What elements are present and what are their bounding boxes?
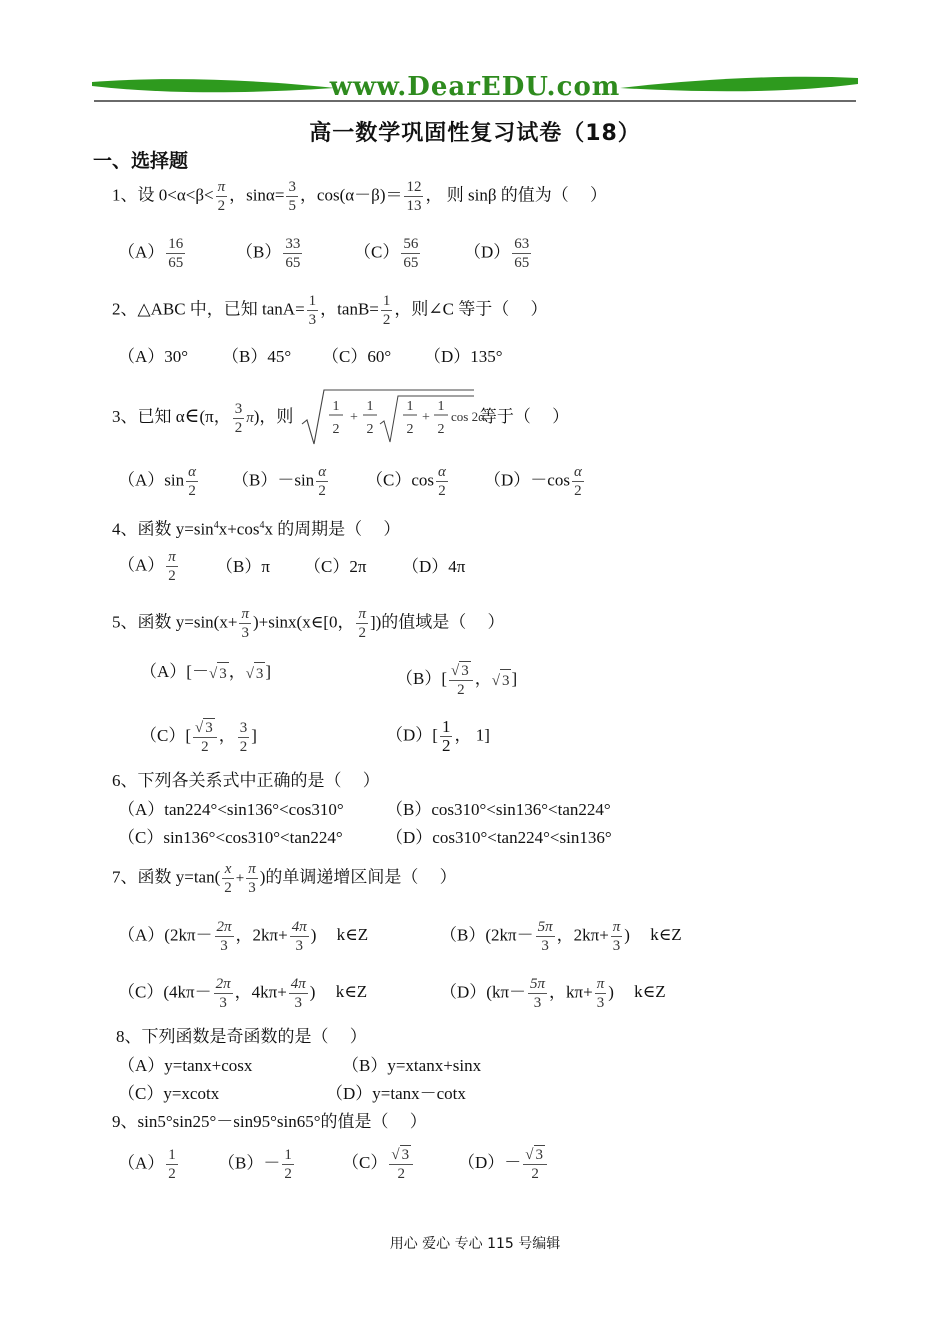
q5-option-d: （D）[ $\frac{1}{2}$ ， 1]: [386, 717, 490, 755]
nested-radical: [298, 388, 485, 448]
fraction: $\frac{1}{3}$: [308, 293, 317, 328]
q2-options: [118, 345, 503, 368]
q8-option-d: （D）y=tanx－cotx: [326, 1084, 466, 1103]
page-footer: 用心 爱心 专心 115 号编辑: [389, 1236, 561, 1252]
fraction: $\frac{x}{2}$: [224, 861, 232, 896]
fraction: $\frac{\pi}{2}$: [358, 606, 366, 641]
q5-option-c: （C）[ $\frac{√ 3}{2}$ ， $\frac{3}{2}$ ]: [140, 719, 257, 756]
option-b: （B）45°: [222, 347, 292, 367]
question-9: 9、sin5°sin25°－sin95°sin65°的值是（ ）: [112, 1112, 427, 1131]
option-a: （A）sin $\frac{\alpha}{2}$: [118, 464, 196, 499]
q5-option-b: （B）[ $\frac{√ 3}{2}$ ，√ 3 ]: [396, 661, 517, 699]
q6-option-b: （B）cos310°<sin136°<tan224°: [386, 800, 611, 819]
option-d: （D）4π: [402, 556, 466, 576]
q1-text-c: ，cos(α－β)＝: [299, 185, 403, 205]
fraction: $\frac{1}{2}$: [382, 293, 391, 328]
question-3: 3、已知 α∈(π， $\frac{3}{2}$ π)，则 1 2 + 1 2 1 2 + 1 2 cos 2α 等于（ ）: [112, 388, 569, 448]
svg-text:+: +: [421, 410, 430, 425]
svg-text:1: 1: [332, 399, 340, 414]
svg-text:1: 1: [406, 399, 414, 414]
svg-text:1: 1: [366, 399, 374, 414]
svg-text:cos 2α: cos 2α: [450, 409, 485, 424]
fraction: $\frac{3}{2}$: [234, 400, 243, 436]
question-4: 4、函数 $y=\sin^4x+\cos^4x$ 的周期是（ ）: [112, 519, 401, 539]
option-d: （D）135°: [424, 347, 503, 367]
option-b: （B） $\frac{33}{65}$: [236, 236, 301, 271]
option-c: （C）60°: [322, 347, 392, 367]
q1-options: [118, 235, 533, 272]
option-a: （A） $\frac{\pi}{2}$: [118, 549, 176, 584]
option-d: （D） $\frac{63}{65}$: [464, 236, 530, 271]
option-b: （B）－sin $\frac{\alpha}{2}$: [232, 464, 327, 499]
q7-option-c: （C）(4kπ－ $\frac{2\pi}{3}$ ，4kπ+ $\frac{4\pi}{3}$ ) k∈Z: [118, 976, 368, 1011]
fraction: $\frac{\pi}{3}$: [241, 606, 249, 641]
option-a: （A） $\frac{1}{2}$: [118, 1146, 176, 1182]
fraction: $\frac{\pi}{3}$: [248, 861, 256, 896]
svg-text:2: 2: [406, 422, 414, 437]
option-d: （D）－ $\frac{√ 3}{2}$: [458, 1145, 549, 1183]
svg-text:1: 1: [437, 399, 445, 414]
svg-text:2: 2: [437, 422, 445, 437]
q7-option-b: （B）(2kπ－ $\frac{5\pi}{3}$ ，2kπ+ $\frac{\pi}{3}$ ) k∈Z: [440, 919, 682, 954]
question-5: 5、函数 y=sin(x+ $\frac{\pi}{3}$ )+sinx(x∈[0， $\frac{\pi}{2}$ ])的值域是（ ）: [112, 606, 505, 641]
question-8: 8、下列函数是奇函数的是（ ）: [116, 1027, 367, 1046]
q1-text-a: 1、设 0<α<β<: [112, 185, 214, 205]
q5-option-a: （A）[－√ 3 ，√ 3 ]: [140, 661, 271, 685]
site-logo: www.DearEDU.com: [329, 72, 621, 102]
q6-option-a: （A）tan224°<sin136°<cos310°: [118, 800, 344, 819]
option-c: （C）2π: [304, 556, 367, 576]
option-a: （A）30°: [118, 347, 189, 367]
q8-option-a: （A）y=tanx+cosx: [118, 1056, 253, 1075]
q1-text-b: ，sinα=: [229, 185, 285, 205]
q7-option-d: （D）(kπ－ $\frac{5\pi}{3}$ ，kπ+ $\frac{\pi}{3}$ ) k∈Z: [440, 976, 666, 1011]
option-b: （B）π: [216, 556, 270, 576]
option-c: （C） $\frac{√ 3}{2}$: [342, 1145, 458, 1183]
option-b: （B）－ $\frac{1}{2}$: [218, 1146, 292, 1182]
q4-options: [118, 548, 465, 585]
svg-text:2: 2: [366, 422, 374, 437]
q7-option-a: （A）(2kπ－ $\frac{2\pi}{3}$ ，2kπ+ $\frac{4\pi}{3}$ ) k∈Z: [118, 919, 369, 954]
section-heading: 一、选择题: [93, 150, 189, 172]
q6-option-d: （D）cos310°<tan224°<sin136°: [386, 828, 612, 847]
question-1: [112, 178, 607, 215]
fraction: $\frac{12}{13}$: [406, 179, 422, 214]
svg-text:2: 2: [332, 422, 340, 437]
q1-text-d: ， 则 sinβ 的值为（ ）: [425, 185, 607, 205]
page-title: 高一数学巩固性复习试卷（18）: [309, 121, 641, 146]
q9-options: [118, 1145, 549, 1183]
q6-option-c: （C）sin136°<cos310°<tan224°: [118, 828, 343, 847]
q8-option-c: （C）y=xcotx: [118, 1084, 220, 1103]
svg-text:+: +: [349, 410, 358, 425]
option-c: （C）cos $\frac{\alpha}{2}$: [366, 464, 446, 499]
option-c: （C） $\frac{56}{65}$: [354, 236, 419, 271]
question-2: 2、△ABC 中，已知 tanA= $\frac{1}{3}$ ，tanB= $\frac{1}{2}$ ，则∠C 等于（ ）: [112, 293, 548, 328]
option-d: （D）－cos $\frac{\alpha}{2}$: [484, 464, 582, 499]
option-a: （A） $\frac{16}{65}$: [118, 236, 184, 271]
question-6: 6、下列各关系式中正确的是（ ）: [112, 771, 380, 790]
q8-option-b: （B）y=xtanx+sinx: [342, 1056, 482, 1075]
question-7: 7、函数 y=tan( $\frac{x}{2}$ + $\frac{\pi}{3}$ )的单调递增区间是（ ）: [112, 861, 457, 896]
fraction: $\frac{3}{5}$: [288, 179, 296, 214]
fraction: $\frac{\pi}{2}$: [217, 179, 226, 214]
q3-options: [118, 463, 586, 500]
